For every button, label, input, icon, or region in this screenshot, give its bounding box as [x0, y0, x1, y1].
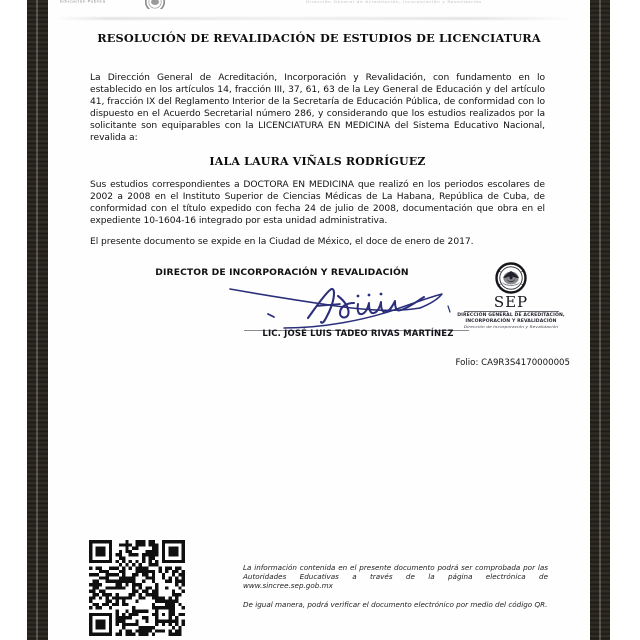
footer-note-qr: De igual manera, podrá verificar el documento electrónico por medio del código QR.: [243, 599, 548, 609]
scan-edge-band-right: [590, 0, 610, 640]
paragraph-studies: Sus estudios correspondientes a DOCTORA EN MEDICINA que realizó en los periodos escolares de 2002 a 2008 en el Instituto Superior de Ciencias Médicas de La Habana, República de Cuba, de conformidad con el título expedido con fecha 24 de julio de 2008, documentación que obra en el expediente 10-1604-16 integrado por esta unidad administrativa.: [90, 179, 545, 226]
scan-edge-band-left: [27, 0, 48, 640]
sep-divider: [446, 311, 576, 312]
mexican-eagle-seal-icon: [144, 0, 166, 9]
folio-number: Folio: CA9R3S4170000005: [455, 358, 570, 368]
footer-note-1-text: La información contenida en el presente documento podrá ser comprobada por las Autoridades Educativas a través de la página electrónica de: [243, 563, 548, 582]
footer-note-verification: [243, 563, 548, 591]
footer-notes: [243, 563, 548, 609]
recipient-name: IALA LAURA VIÑALS RODRÍGUEZ: [209, 154, 426, 168]
sep-line-1: DIRECCIÓN GENERAL DE ACREDITACIÓN,: [457, 313, 565, 318]
sep-line-3: Dirección de Incorporación y Revalidación: [463, 324, 559, 330]
footer-url: www.sincree.sep.gob.mx: [243, 581, 333, 591]
header-divider: [56, 17, 576, 20]
document-sheet: [48, 0, 590, 640]
paragraph-legal-basis: La Dirección General de Acreditación, Incorporación y Revalidación, con fundamento en lo establecido en los artículos 14, fracción III, 37, 61, 63 de la Ley General de Educación y del artículo 41, fracción IX del Reglamento Interior de la Secretaría de Educación Pública, de conformidad con lo dispuesto en el Acuerdo Secretarial número 286, y considerando que los estudios realizados por la solicitante son equiparables con la LICENCIATURA EN MEDICINA del Sistema Educativo Nacional, revalida a:: [90, 73, 545, 144]
sep-line-2: INCORPORACIÓN Y REVALIDACIÓN: [465, 318, 557, 324]
document-body: [90, 72, 545, 257]
header-strip-left-text: Educación Pública: [60, 0, 106, 4]
qr-code-icon: [85, 540, 189, 636]
header-strip-right-text: Dirección General de Acreditación, Incorporación y Revalidación: [306, 1, 482, 5]
handwritten-signature-icon: [224, 282, 464, 330]
paragraph-issuance: El presente documento se expide en la Ciudad de México, el doce de enero de 2017.: [90, 236, 474, 247]
page-title: RESOLUCIÓN DE REVALIDACIÓN DE ESTUDIOS DE LICENCIATURA: [97, 31, 541, 45]
header-strip: [48, 0, 590, 22]
mexican-eagle-seal-icon: [490, 262, 532, 295]
signer-name: LIC. JOSÉ LUIS TADEO RIVAS MARTÍNEZ: [262, 329, 454, 339]
sep-stamp: [446, 262, 576, 330]
director-title: DIRECTOR DE INCORPORACIÓN Y REVALIDACIÓN: [155, 267, 409, 278]
sep-acronym: SEP: [493, 293, 529, 311]
